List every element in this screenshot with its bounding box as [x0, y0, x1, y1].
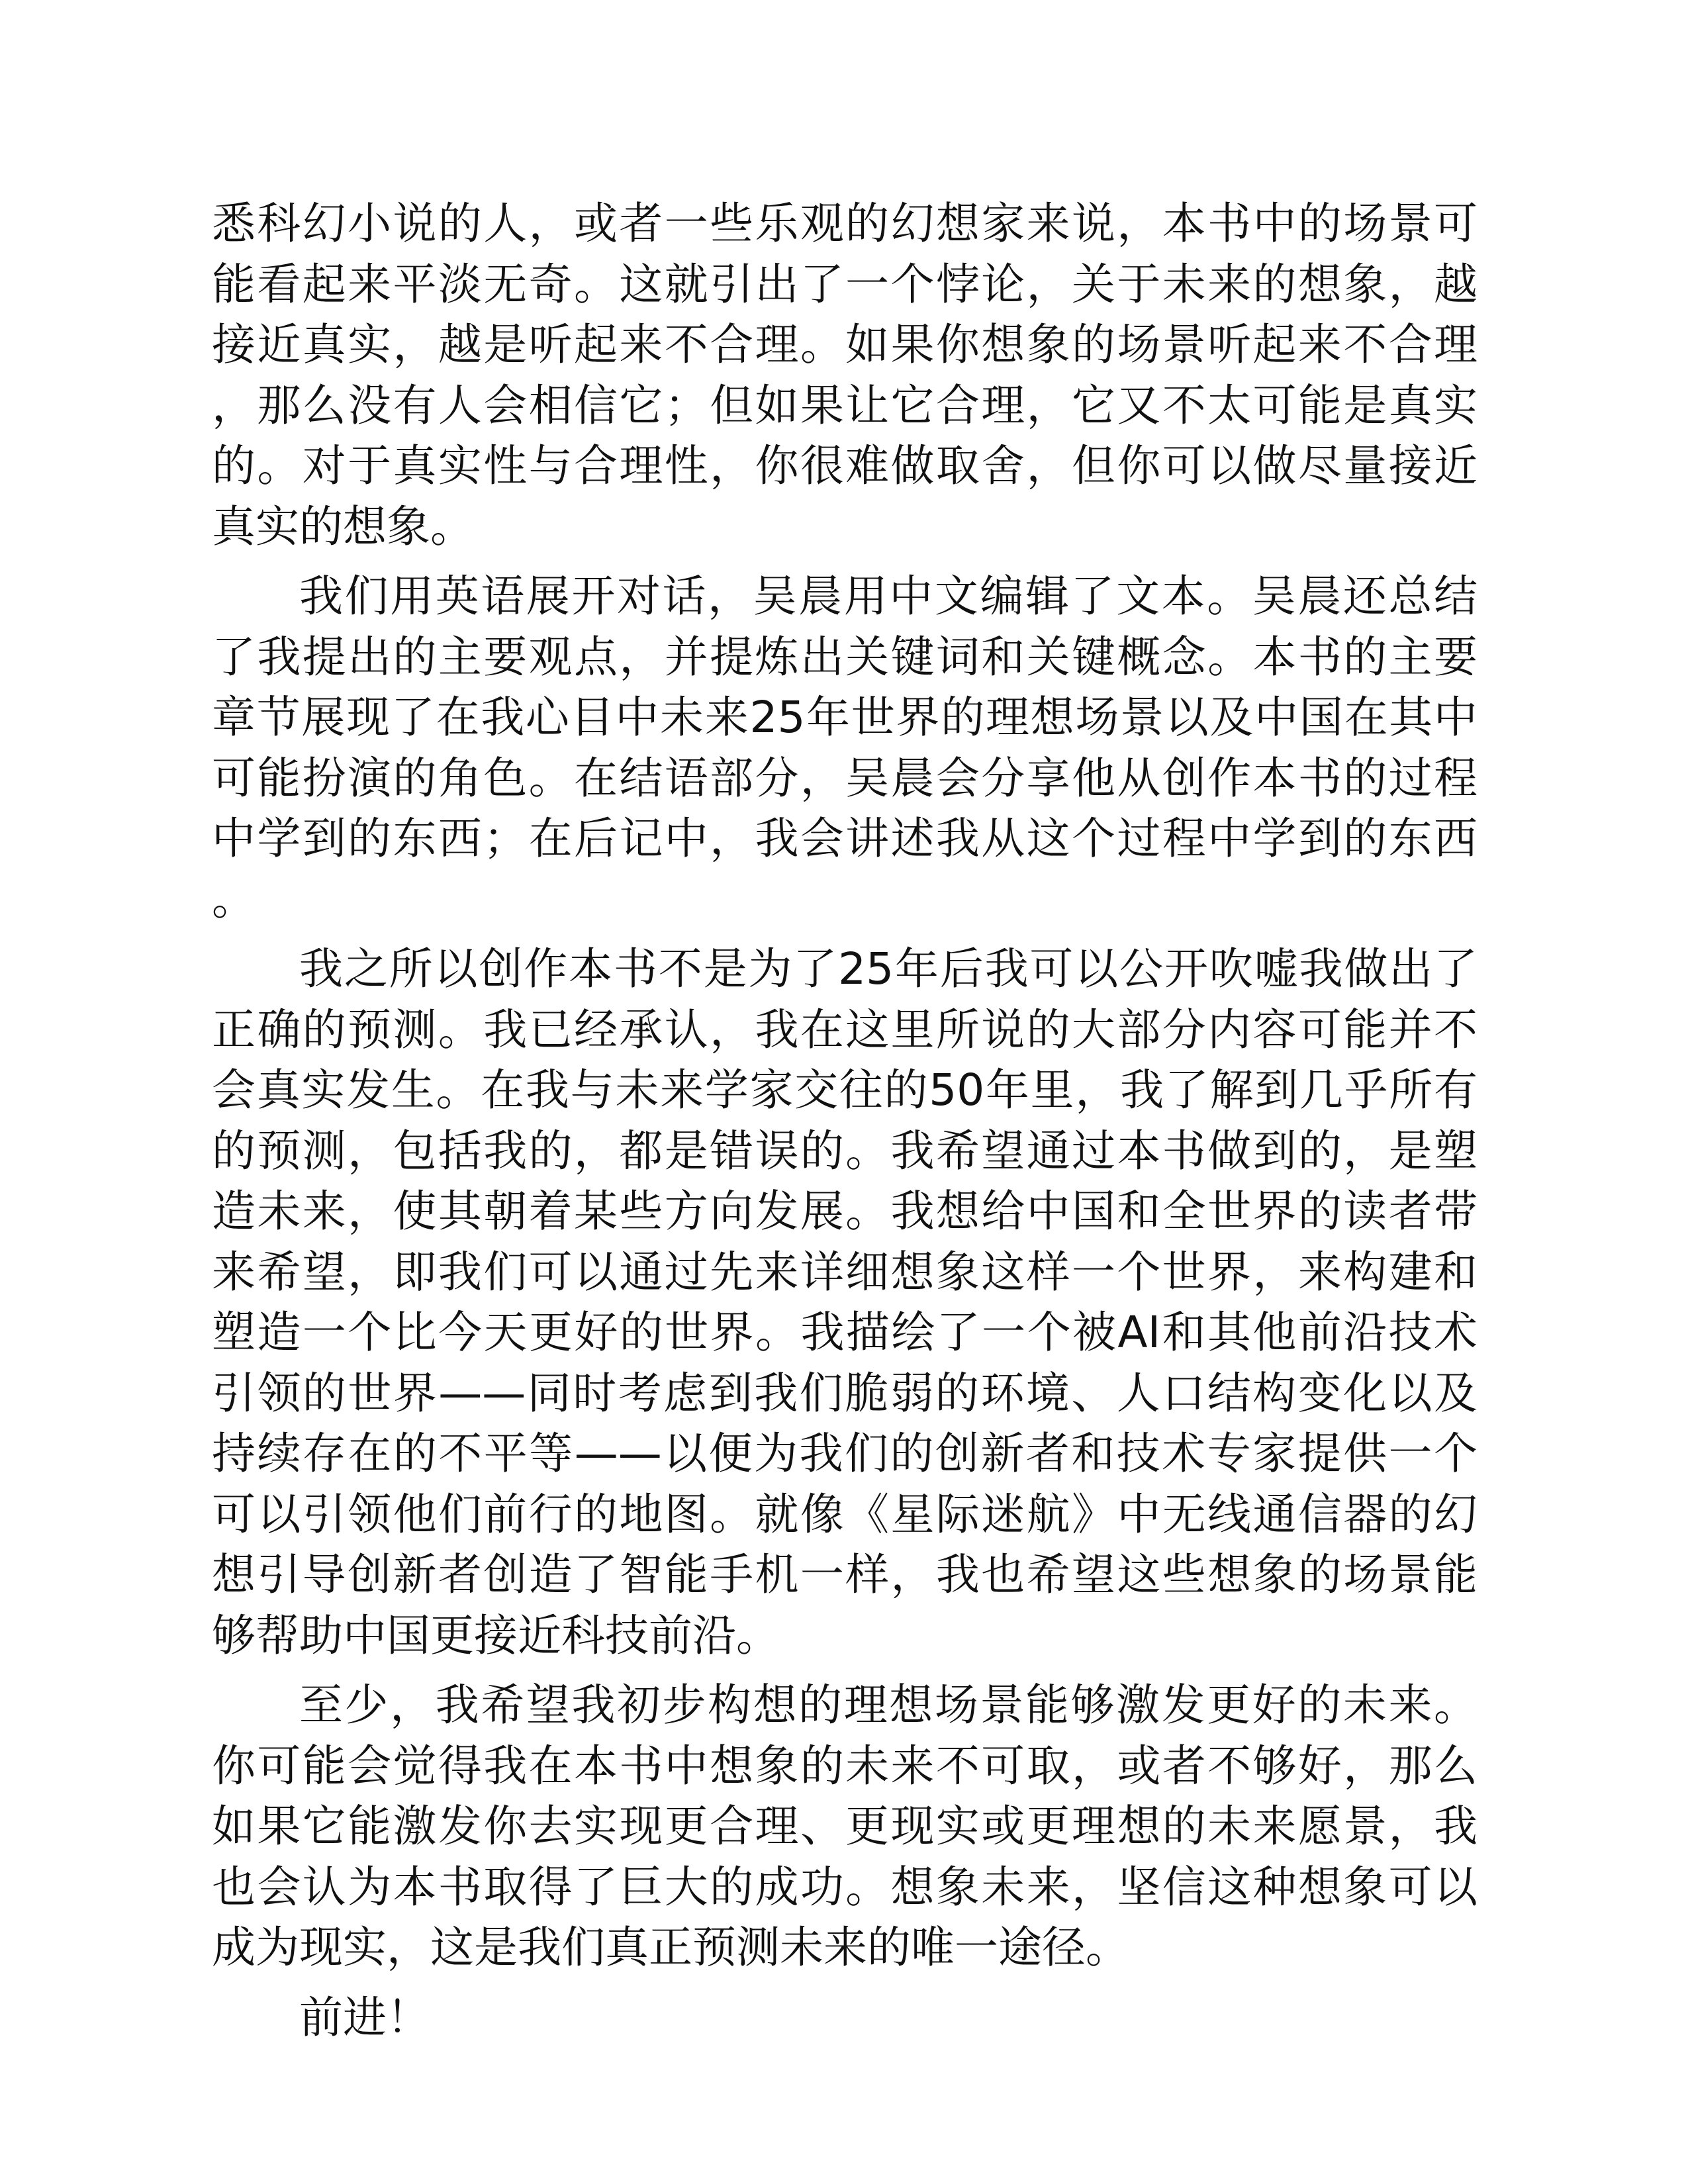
- paragraph-dialogue-editing: 我们用英语展开对话，吴晨用中文编辑了文本。吴晨还总结了我提出的主要观点，并提炼出关键词和关键概念。本书的主要章节展现了在我心目中未来25年世界的理想场景以及中国在其中可能扮演的角色。在结语部分，吴晨会分享他从创作本书的过程中学到的东西；在后记中，我会讲述我从这个过程中学到的东西。: [212, 571, 1477, 925]
- paragraph-closing: 前进！: [299, 1991, 430, 2043]
- body-text: [212, 193, 1477, 2057]
- paragraph-purpose: 我之所以创作本书不是为了25年后我可以公开吹嘘我做出了正确的预测。我已经承认，我在这里所说的大部分内容可能并不会真实发生。在我与未来学家交往的50年里，我了解到几乎所有的预测，包括我的，都是错误的。我希望通过本书做到的，是塑造未来，使其朝着某些方向发展。我想给中国和全世界的读者带来希望，即我们可以通过先来详细想象这样一个世界，来构建和塑造一个比今天更好的世界。我描绘了一个被AI和其他前沿技术引领的世界——同时考虑到我们脆弱的环境、人口结构变化以及持续存在的不平等——以便为我们的创新者和技术专家提供一个可以引领他们前行的地图。就像《星际迷航》中无线通信器的幻想引导创新者创造了智能手机一样，我也希望这些想象的场景能够帮助中国更接近科技前沿。: [212, 943, 1477, 1661]
- paragraph-hope: 至少，我希望我初步构想的理想场景能够激发更好的未来。你可能会觉得我在本书中想象的未来不可取，或者不够好，那么如果它能激发你去实现更合理、更现实或更理想的未来愿景，我也会认为本书取得了巨大的成功。想象未来，坚信这种想象可以成为现实，这是我们真正预测未来的唯一途径。: [212, 1680, 1477, 1973]
- paragraph-continued: 悉科幻小说的人，或者一些乐观的幻想家来说，本书中的场景可能看起来平淡无奇。这就引出了一个悖论，关于未来的想象，越接近真实，越是听起来不合理。如果你想象的场景听起来不合理，那么没有人会相信它；但如果让它合理，它又不太可能是真实的。对于真实性与合理性，你很难做取舍，但你可以做尽量接近真实的想象。: [212, 198, 1477, 552]
